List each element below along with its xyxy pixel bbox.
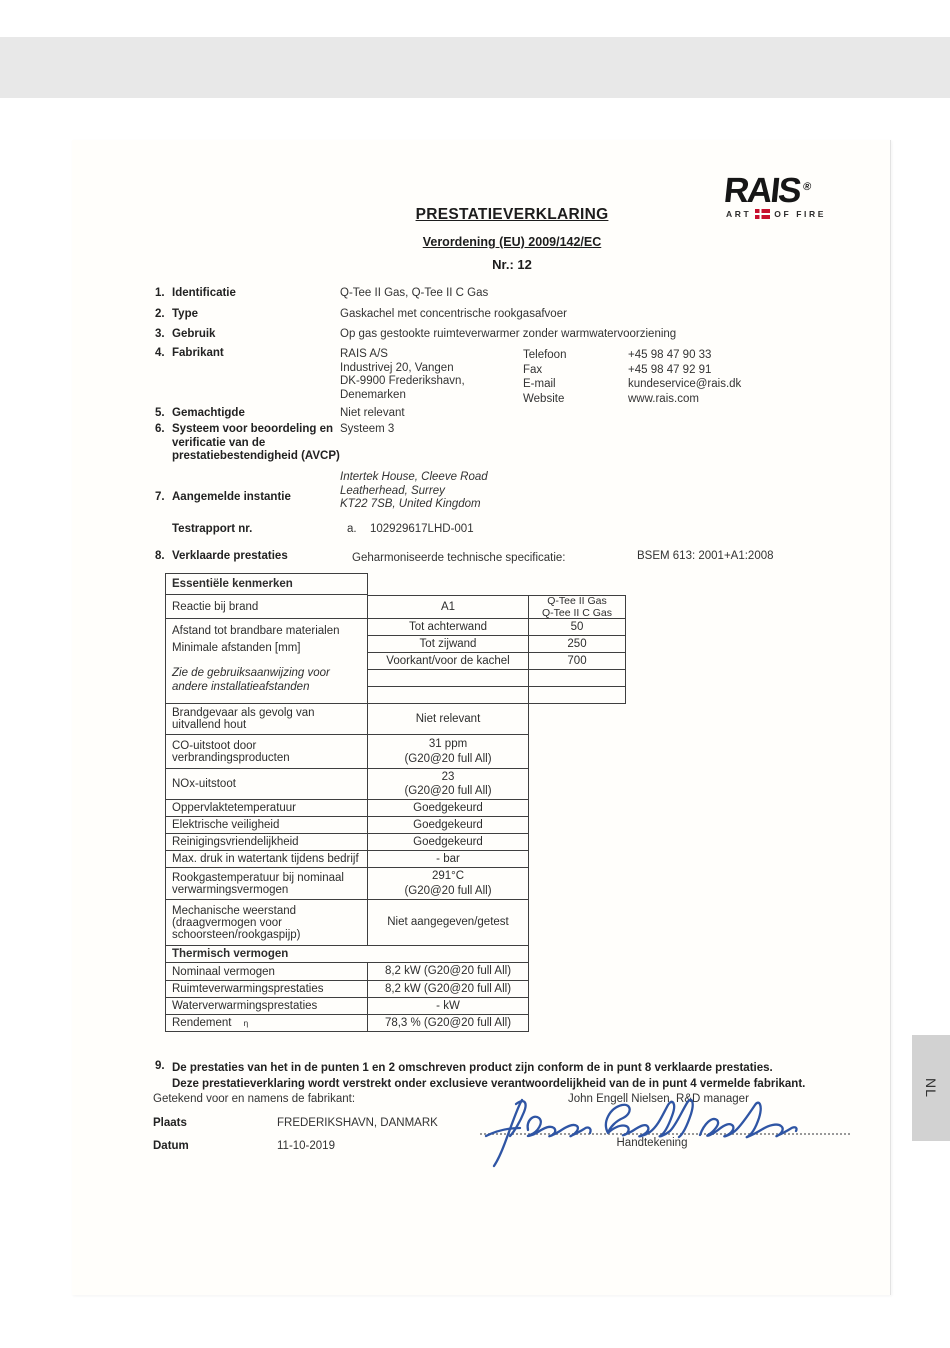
item-number: 6. (155, 423, 165, 435)
title-block (322, 206, 702, 272)
afstand-label-cell (165, 619, 368, 704)
document-title: PRESTATIEVERKLARING (415, 206, 609, 223)
tagline-art: ART (726, 209, 752, 219)
contact-label: Telefoon (523, 349, 567, 361)
row-value (368, 868, 529, 900)
plaats-label: Plaats (153, 1117, 187, 1129)
testrapport-label: Testrapport nr. (172, 523, 253, 535)
value-line: (G20@20 full All) (404, 884, 492, 897)
item-number: 3. (155, 328, 165, 340)
rendement-label: Rendement (172, 1017, 232, 1029)
website-value: www.rais.com (628, 392, 699, 405)
row-value: 78,3 % (G20@20 full All) (368, 1015, 529, 1032)
value-line: 291°C (431, 870, 465, 882)
section-header: Thermisch vermogen (165, 946, 529, 963)
afstand-subrows (368, 619, 626, 704)
address-line: RAIS A/S (340, 348, 388, 360)
table-row (165, 769, 627, 800)
table-row (368, 619, 626, 636)
rendement-superscript: η (243, 1018, 249, 1028)
email-value: kundeservice@rais.dk (628, 378, 742, 390)
row-label: Waterverwarmingsprestaties (165, 998, 368, 1015)
table-row (165, 735, 627, 769)
row-label: Brandgevaar als gevolg van uitvallend hout (165, 704, 368, 735)
row-value (368, 735, 529, 769)
table-row (165, 704, 627, 735)
item-value: Op gas gestookte ruimteverwarmer zonder warmwatervoorziening (340, 328, 677, 340)
table-row (165, 963, 627, 981)
item-label: Systeem voor beoordeling en verificatie van de prestatiebestendigheid (AVCP) (172, 423, 340, 462)
row-label: Nominaal vermogen (165, 963, 368, 981)
declaration-line2: Deze prestatieverklaring wordt verstrekt onder exclusieve verantwoordelijkheid van de in punt 4 vermelde fabrikant. (172, 1078, 806, 1090)
row-value (368, 769, 529, 800)
item-label: Gebruik (172, 328, 216, 340)
table-row (368, 636, 626, 653)
phone-value: +45 98 47 90 33 (628, 349, 712, 361)
table-section-thermisch (165, 946, 627, 963)
table-row (165, 851, 627, 868)
row-value: 8,2 kW (G20@20 full All) (368, 963, 529, 981)
table-row (165, 834, 627, 851)
row-label: Oppervlaktetemperatuur (165, 800, 368, 817)
value-line: (G20@20 full All) (404, 785, 492, 797)
distance-value: 700 (529, 653, 626, 670)
rais-logo (722, 171, 844, 230)
item-value: Niet relevant (340, 407, 405, 419)
row-value: Goedgekeurd (368, 834, 529, 851)
item-number: 8. (155, 550, 165, 562)
distance-label: Tot zijwand (368, 636, 529, 653)
document-number: Nr.: 12 (492, 257, 532, 272)
tagline-of-fire: OF FIRE (774, 209, 827, 219)
row-label: NOx-uitstoot (165, 769, 368, 800)
item-number: 1. (155, 287, 165, 299)
item-number: 4. (155, 347, 165, 359)
signer-name: John Engell Nielsen, R&D manager (568, 1093, 749, 1105)
table-row-rendement (165, 1015, 627, 1032)
table-row (165, 981, 627, 998)
table-row-reactie (165, 595, 627, 619)
address-line: Industrivej 20, Vangen (340, 361, 454, 374)
contact-values (628, 348, 741, 406)
distance-value (529, 687, 626, 704)
table-row (165, 900, 627, 946)
datum-label: Datum (153, 1140, 189, 1152)
address-line: KT22 7SB, United Kingdom (340, 498, 481, 510)
item-label: Identificatie (172, 287, 236, 299)
distance-value (529, 670, 626, 687)
row-value: - kW (368, 998, 529, 1015)
logo-tagline (726, 209, 844, 219)
row-value: Goedgekeurd (368, 800, 529, 817)
testrapport-prefix: a. (347, 523, 357, 535)
item-label: Aangemelde instantie (172, 491, 291, 503)
language-tab-label: NL (923, 1078, 939, 1098)
row-label: Max. druk in watertank tijdens bedrijf (165, 851, 368, 868)
signature-caption: Handtekening (616, 1137, 688, 1149)
item-value: Systeem 3 (340, 423, 395, 435)
table-row (368, 653, 626, 670)
plaats-value: FREDERIKSHAVN, DANMARK (277, 1117, 438, 1129)
regulation-subtitle: Verordening (EU) 2009/142/EC (422, 235, 602, 249)
row-value: - bar (368, 851, 529, 868)
value-line: 31 ppm (428, 738, 468, 750)
harmonised-spec-label: Geharmoniseerde technische specificatie: (352, 552, 566, 564)
declaration-text (172, 1060, 872, 1092)
harmonised-spec-value: BSEM 613: 2001+A1:2008 (637, 550, 774, 562)
table-row (165, 817, 627, 834)
declaration-line1: De prestaties van het in de punten 1 en 2 omschreven product zijn conform de in punt 8 verklaarde prestaties. (172, 1062, 773, 1074)
afstand-line2: Minimale afstanden [mm] (172, 642, 301, 654)
item-value: Gaskachel met concentrische rookgasafvoer (340, 308, 567, 320)
item-number: 2. (155, 308, 165, 320)
table-row (165, 998, 627, 1015)
item-number: 9. (155, 1060, 165, 1072)
item-label: Type (172, 308, 198, 320)
table-header-row (165, 573, 627, 595)
fax-value: +45 98 47 92 91 (628, 363, 712, 376)
row-label: Elektrische veiligheid (165, 817, 368, 834)
table-header-cell: Essentiële kenmerken (165, 573, 368, 595)
top-gray-band (0, 37, 950, 98)
row-value: Niet aangegeven/getest (368, 900, 529, 946)
rais-wordmark: RAIS® (722, 171, 812, 210)
registered-trademark-icon: ® (802, 181, 812, 193)
row-label: Reactie bij brand (165, 595, 368, 619)
table-row (165, 800, 627, 817)
contact-label: Fax (523, 363, 543, 376)
table-row-afstand (165, 619, 627, 704)
essential-characteristics-table (165, 573, 627, 1032)
contact-label: E-mail (523, 378, 556, 390)
item-number: 5. (155, 407, 165, 419)
item-label: Fabrikant (172, 347, 224, 359)
product-name: Q-Tee II Gas (547, 595, 607, 607)
signed-for-label: Getekend voor en namens de fabrikant: (153, 1093, 356, 1105)
row-label: Mechanische weerstand (draagvermogen voor schoorsteen/rookgaspijp) (165, 900, 368, 946)
document-page (72, 140, 891, 1295)
distance-value: 250 (529, 636, 626, 653)
contact-label: Website (523, 392, 565, 405)
table-row (368, 687, 626, 704)
row-value: A1 (368, 595, 529, 619)
item-label: Verklaarde prestaties (172, 550, 288, 562)
address-line: Leatherhead, Surrey (340, 484, 445, 497)
row-label: CO-uitstoot door verbrandingsproducten (165, 735, 368, 769)
distance-label (368, 670, 529, 687)
datum-value: 11-10-2019 (277, 1140, 335, 1152)
table-row (165, 868, 627, 900)
manufacturer-address (340, 348, 465, 402)
item-number: 7. (155, 491, 165, 503)
contact-labels (523, 348, 566, 406)
table-row (368, 670, 626, 687)
product-name: Q-Tee II C Gas (541, 607, 613, 619)
item-label: Gemachtigde (172, 407, 245, 419)
value-line: (G20@20 full All) (404, 752, 492, 765)
testrapport-number: 102929617LHD-001 (370, 523, 474, 535)
distance-label: Voorkant/voor de kachel (368, 653, 529, 670)
row-label: Reinigingsvriendelijkheid (165, 834, 368, 851)
item-value: Q-Tee II Gas, Q-Tee II C Gas (340, 287, 489, 299)
address-line: Denemarken (340, 388, 406, 401)
distance-value: 50 (529, 619, 626, 636)
distance-label (368, 687, 529, 704)
distance-label: Tot achterwand (368, 619, 529, 636)
row-value: 8,2 kW (G20@20 full All) (368, 981, 529, 998)
row-label: Ruimteverwarmingsprestaties (165, 981, 368, 998)
row-value: Goedgekeurd (368, 817, 529, 834)
afstand-note: Zie de gebruiksaanwijzing voor andere installatieafstanden (172, 667, 330, 693)
row-label: Rookgastemperatuur bij nominaal verwarmingsvermogen (165, 868, 368, 900)
row-label (165, 1015, 368, 1032)
notified-body-address (340, 471, 488, 512)
product-names-cell (529, 595, 626, 619)
address-line: DK-9900 Frederikshavn, (340, 375, 465, 387)
row-value: Niet relevant (368, 704, 529, 735)
danish-flag-icon (755, 209, 770, 219)
signature-image (472, 1090, 802, 1172)
address-line: Intertek House, Cleeve Road (340, 471, 488, 483)
afstand-line1: Afstand tot brandbare materialen (172, 625, 340, 637)
value-line: 23 (441, 770, 455, 783)
language-tab-nl[interactable] (912, 1035, 950, 1141)
